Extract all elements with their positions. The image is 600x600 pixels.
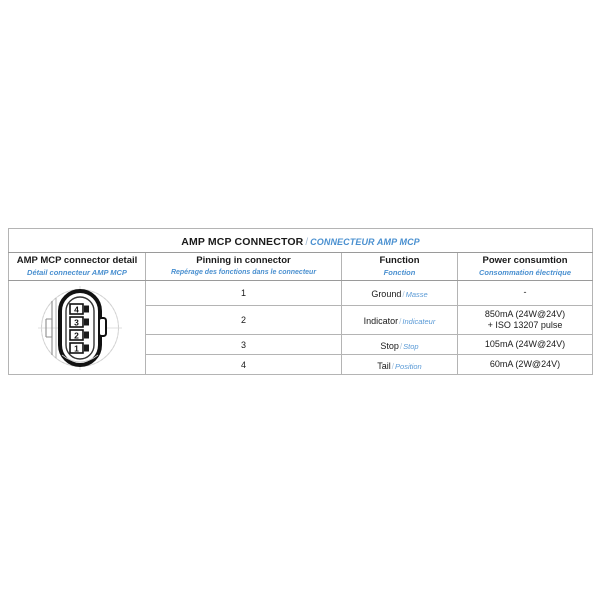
- connector-pin-label-1: 1: [73, 342, 79, 353]
- function-label-fr: Position: [395, 361, 422, 371]
- amp-mcp-connector-table: [8, 228, 593, 375]
- function-label-fr: Indicateur: [402, 317, 436, 326]
- connector-pin-label-2: 2: [73, 329, 79, 340]
- power-consumption-cell: [458, 281, 593, 306]
- function-label-en: Tail: [377, 360, 391, 371]
- table-title-fr: CONNECTEUR AMP MCP: [310, 236, 420, 247]
- function-label-en: Stop: [380, 340, 399, 351]
- function-label-fr: Masse: [405, 290, 428, 299]
- column-header-power-consumption-fr: Consommation électrique: [478, 268, 572, 277]
- pin-number-cell: 1: [146, 281, 342, 306]
- column-header-connector-detail: [9, 253, 146, 281]
- table-title-row: [9, 229, 593, 253]
- function-cell: [342, 335, 458, 355]
- power-consumption-cell: [458, 306, 593, 335]
- connector-pin-label-3: 3: [73, 316, 79, 327]
- table-title-separator: /: [305, 236, 309, 248]
- column-header-function-fr: Fonction: [383, 268, 416, 277]
- column-header-pinning-fr: Repérage des fonctions dans le connecteur: [170, 269, 317, 276]
- column-header-power-consumption-en: Power consumtion: [482, 255, 568, 266]
- pin-number-cell: 2: [146, 306, 342, 335]
- power-value-line1: 60mA (2W@24V): [489, 358, 561, 369]
- column-header-pinning-en: Pinning in connector: [196, 255, 291, 266]
- function-label-fr: Stop: [403, 341, 419, 351]
- function-cell: [342, 355, 458, 375]
- function-separator: /: [402, 290, 405, 299]
- function-separator: /: [399, 341, 403, 351]
- pin-number-cell: 3: [146, 335, 342, 355]
- function-separator: /: [391, 361, 395, 371]
- column-header-pinning: [146, 253, 342, 281]
- table-header-row: [9, 253, 593, 281]
- function-label-en: Ground: [371, 289, 402, 299]
- power-consumption-cell: [458, 335, 593, 355]
- column-header-function: [342, 253, 458, 281]
- column-header-power-consumption: [458, 253, 593, 281]
- power-consumption-cell: [458, 355, 593, 375]
- connector-detail-cell: [9, 281, 146, 375]
- connector-pin-label-4: 4: [73, 303, 79, 314]
- function-cell: [342, 281, 458, 306]
- pin-number-cell: 4: [146, 355, 342, 375]
- table-title-en: AMP MCP CONNECTOR: [181, 235, 304, 248]
- power-value-line1: 105mA (24W@24V): [484, 338, 566, 349]
- function-cell: [342, 306, 458, 335]
- amp-mcp-connector-diagram-icon: [22, 285, 134, 371]
- table-title-cell: [9, 229, 593, 253]
- column-header-connector-detail-fr: Détail connecteur AMP MCP: [27, 268, 127, 277]
- function-separator: /: [399, 317, 402, 326]
- function-label-en: Indicator: [363, 316, 399, 326]
- column-header-connector-detail-en: AMP MCP connector detail: [16, 255, 138, 266]
- power-value-line1: 850mA (24W@24V): [484, 308, 566, 319]
- power-value-line1: -: [523, 287, 527, 298]
- power-value-line2: + ISO 13207 pulse: [487, 320, 563, 330]
- column-header-function-en: Function: [379, 255, 420, 266]
- connector-diagram-wrap: [9, 283, 146, 373]
- table-row: [9, 281, 593, 306]
